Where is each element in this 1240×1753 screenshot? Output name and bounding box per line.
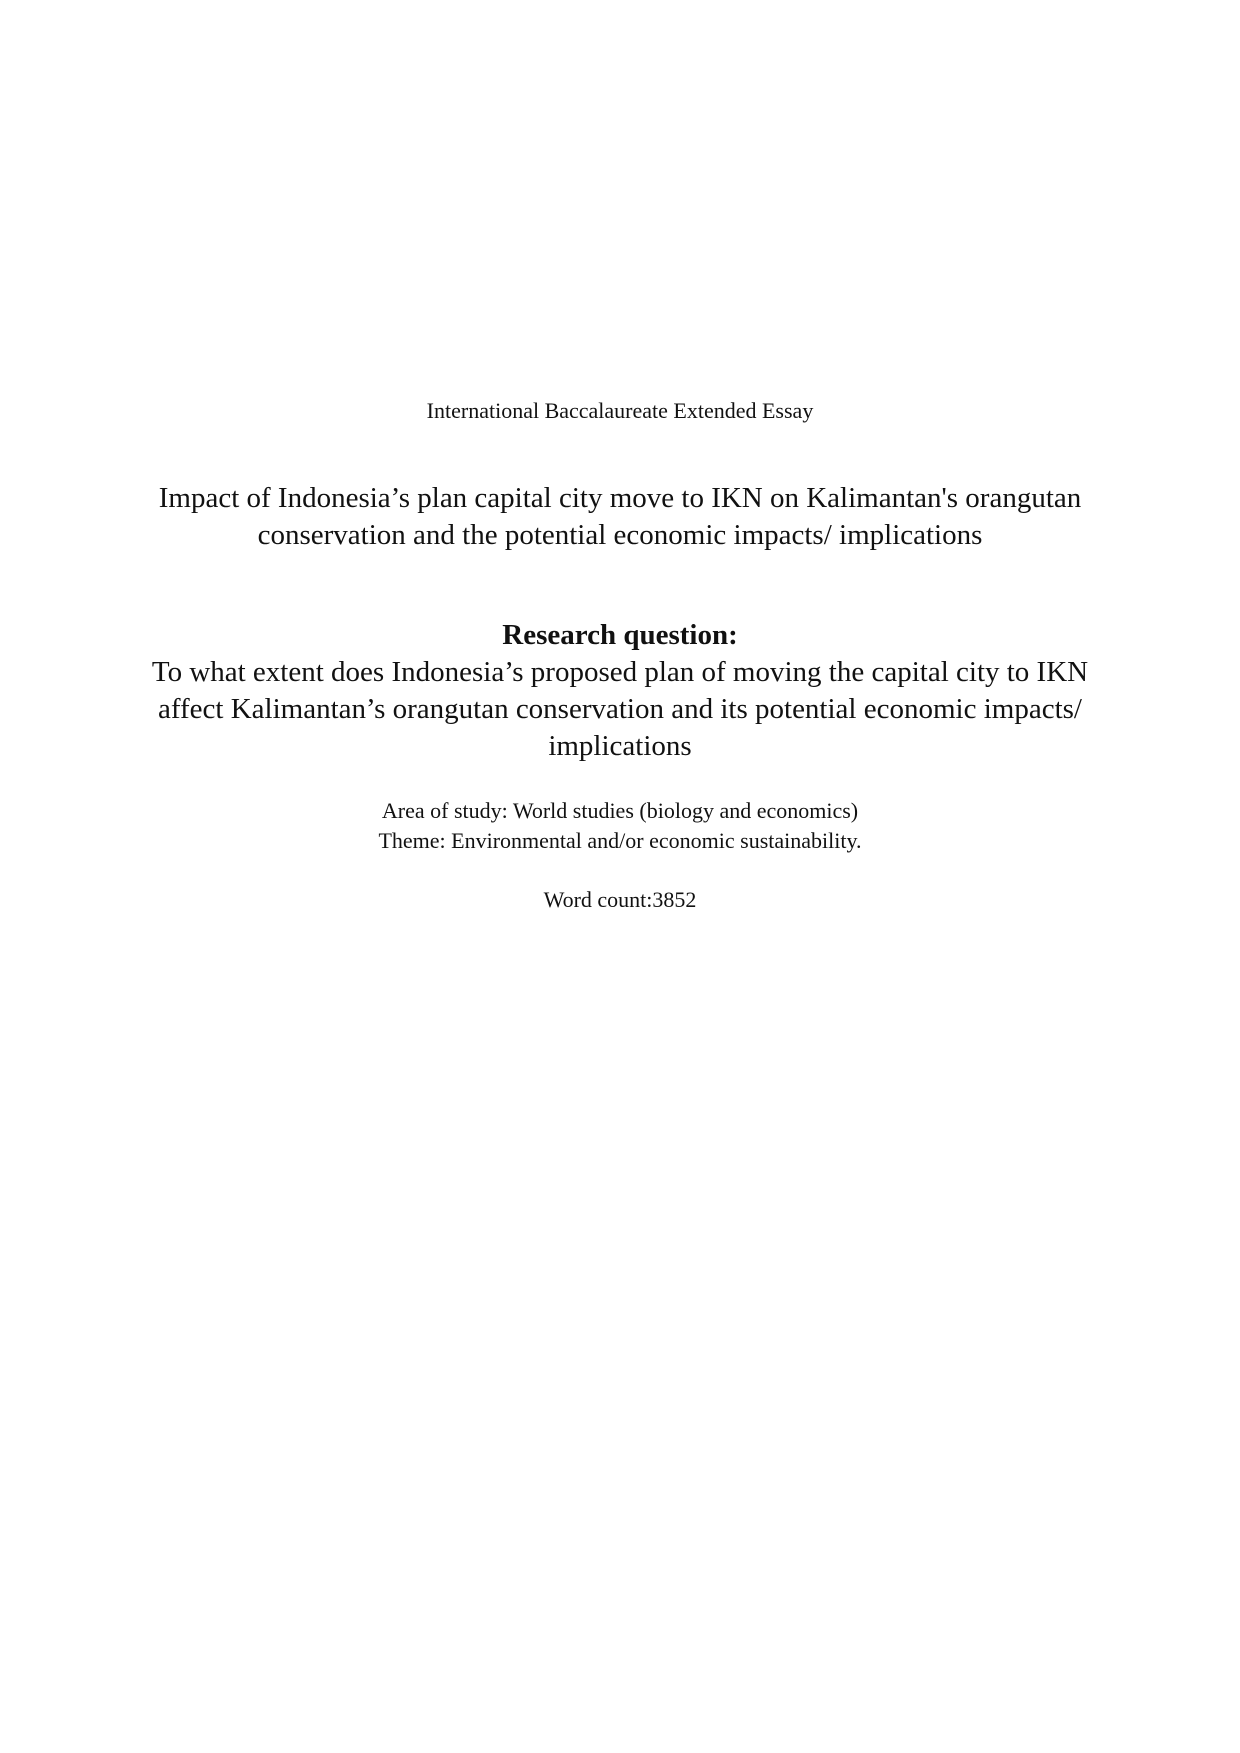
theme: Theme: Environmental and/or economic sustainability. [378, 828, 862, 853]
area-of-study: Area of study: World studies (biology and economics) [381, 798, 859, 823]
essay-title-line-1: Impact of Indonesia’s plan capital city move to IKN on Kalimantan's orangutan [158, 482, 1082, 514]
essay-type-subtitle: International Baccalaureate Extended Essay [426, 398, 814, 423]
research-question-line-2: affect Kalimantan’s orangutan conservation and its potential economic impacts/ [158, 693, 1082, 725]
essay-title [0, 480, 1240, 554]
research-question-heading: Research question: [502, 619, 738, 651]
research-question-text [0, 654, 1240, 765]
word-count: Word count:3852 [543, 887, 697, 912]
research-question-line-3: implications [548, 730, 692, 762]
study-details [0, 796, 1240, 856]
essay-title-line-2: conservation and the potential economic impacts/ implications [257, 519, 983, 551]
research-question-line-1: To what extent does Indonesia’s proposed plan of moving the capital city to IKN [151, 656, 1089, 688]
